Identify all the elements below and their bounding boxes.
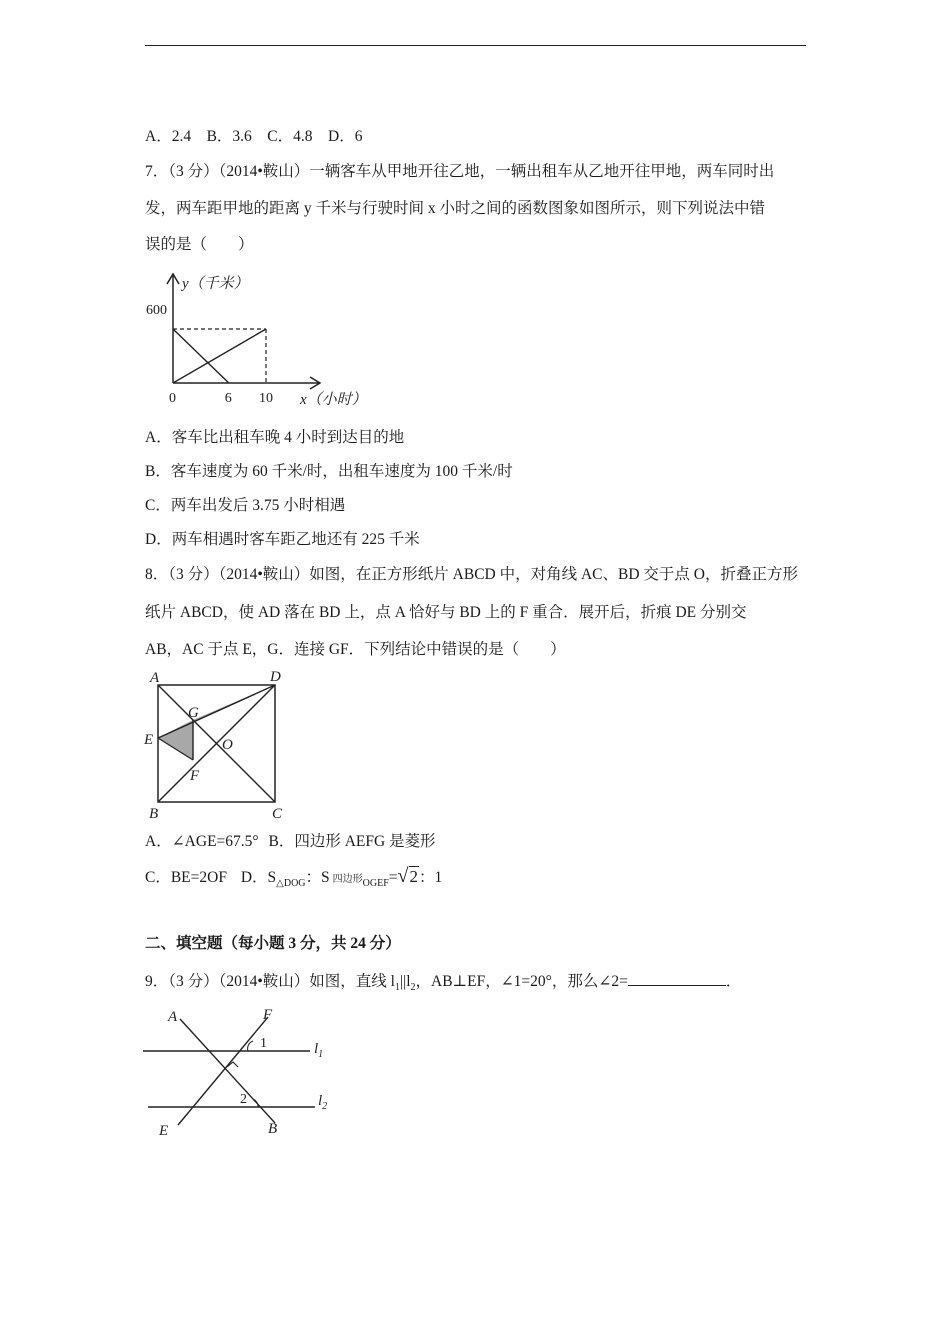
angle-1-label: 1 <box>260 1036 267 1051</box>
label-l2: $l_2$ <box>318 1093 328 1112</box>
label-f: F <box>263 1007 273 1023</box>
q6-options: A．2.4 B．3.6 C．4.8 D．6 <box>145 128 363 145</box>
x-axis-label: x（小时） <box>300 392 367 408</box>
angle-1-arc <box>248 1041 253 1051</box>
angle-2-label: 2 <box>240 1092 247 1107</box>
q7-text-line1: 7．（3 分）（2014•鞍山）一辆客车从甲地开往乙地，一辆出租车从乙地开往甲地，两车同时出 <box>145 163 775 180</box>
q7-option-b: B．客车速度为 60 千米/时，出租车速度为 100 千米/时 <box>145 463 513 480</box>
q8-options-cd <box>145 866 442 890</box>
q7-option-a: A．客车比出租车晚 4 小时到达目的地 <box>145 429 405 446</box>
q8-option-a: A．∠AGE=67.5° <box>145 833 259 850</box>
q8-text-line2: 纸片 ABCD，使 AD 落在 BD 上，点 A 恰好与 BD 上的 F 重合．展开后，折痕 DE 分别交 <box>145 604 747 621</box>
label-d: D <box>270 669 281 685</box>
q9-lines-figure <box>140 1005 340 1145</box>
q7-option-d: D．两车相遇时客车距乙地还有 225 千米 <box>145 531 420 548</box>
label-c: C <box>272 806 283 822</box>
q8-option-c: C．BE=2OF <box>145 869 227 886</box>
y-axis-label: y（千米） <box>182 276 249 292</box>
q8-option-d: D．$S_{\triangle DOG}$：S 四边形$_{OGEF}$=√2：1 <box>240 865 443 889</box>
answer-blank[interactable] <box>628 970 726 986</box>
x-tick-6: 6 <box>224 391 232 406</box>
q8-options-ab <box>145 832 436 852</box>
label-o: O <box>222 737 233 753</box>
label-g: G <box>188 705 199 721</box>
line-ef <box>178 1017 268 1125</box>
q9-text: 9．（3 分）（2014•鞍山）如图，直线 $l_1||l_2$，AB⊥EF，∠1=20°，那么∠2= ． <box>145 970 741 994</box>
crease-de <box>158 685 275 738</box>
x-tick-0: 0 <box>169 391 176 406</box>
sqrt-symbol: √2 <box>397 865 418 887</box>
label-b: B <box>149 806 159 822</box>
q7-option-c: C．两车出发后 3.75 小时相遇 <box>145 497 346 514</box>
label-f: F <box>190 768 200 784</box>
label-e: E <box>159 1123 169 1139</box>
label-e: E <box>144 732 154 748</box>
section-2-title: 二、填空题（每小题 3 分，共 24 分） <box>145 935 401 952</box>
label-a: A <box>168 1009 178 1025</box>
y-tick-600: 600 <box>146 303 167 318</box>
q8-square-figure <box>140 665 300 825</box>
q8-text-line3: AB，AC 于点 E，G．连接 GF．下列结论中错误的是（ ） <box>145 641 566 658</box>
label-l1: $l_1$ <box>314 1041 324 1060</box>
x-tick-10: 10 <box>259 391 273 406</box>
q7-text-line3: 误的是（ ） <box>145 236 254 253</box>
q8-text-line1: 8．（3 分）（2014•鞍山）如图，在正方形纸片 ABCD 中，对角线 AC、BD 交于点 O，折叠正方形 <box>145 566 799 583</box>
header-rule <box>145 45 806 46</box>
q7-text-line2: 发，两车距甲地的距离 y 千米与行驶时间 x 小时之间的函数图象如图所示，则下列说法中错 <box>145 200 766 217</box>
label-a: A <box>150 670 160 686</box>
label-b: B <box>268 1121 278 1137</box>
q7-graph <box>140 268 390 418</box>
shaded-triangle-egf <box>158 720 193 760</box>
q8-option-b: B．四边形 AEFG 是菱形 <box>268 833 436 850</box>
